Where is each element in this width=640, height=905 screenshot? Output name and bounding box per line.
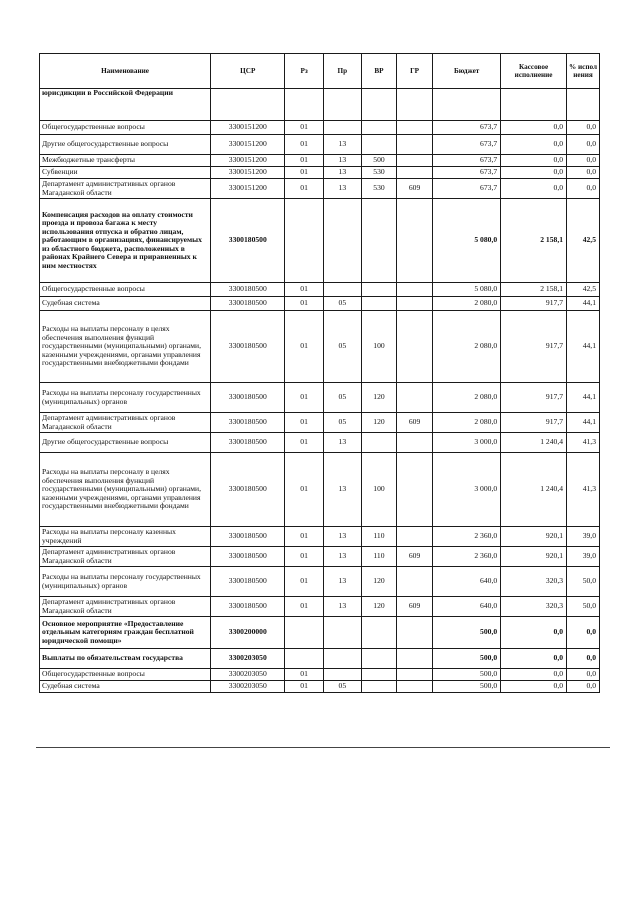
cell-rz: 01 <box>285 155 323 167</box>
table-row <box>40 179 600 199</box>
cell-name: Другие общегосударственные вопросы <box>40 433 211 453</box>
table-row <box>40 383 600 413</box>
header-rz: Рз <box>285 54 323 89</box>
cell-pr: 13 <box>323 547 361 567</box>
cell-pr: 05 <box>323 311 361 383</box>
cell-execution-percent: 39,0 <box>567 547 600 567</box>
cell-gr: 609 <box>397 413 433 433</box>
cell-rz <box>285 617 323 649</box>
cell-rz: 01 <box>285 135 323 155</box>
table-row <box>40 597 600 617</box>
cell-csr: 3300180500 <box>211 597 285 617</box>
cell-execution-percent: 42,5 <box>567 283 600 297</box>
cell-name: Расходы на выплаты персоналу государственных (муниципальных) органов <box>40 383 211 413</box>
cell-budget: 2 080,0 <box>433 297 501 311</box>
cell-cash-execution: 0,0 <box>501 167 567 179</box>
cell-pr: 13 <box>323 167 361 179</box>
cell-cash-execution: 0,0 <box>501 649 567 669</box>
cell-budget: 673,7 <box>433 121 501 135</box>
cell-cash-execution: 320,3 <box>501 567 567 597</box>
cell-csr: 3300200000 <box>211 617 285 649</box>
cell-name: Расходы на выплаты персоналу в целях обеспечения выполнения функций государственными (муниципальными) органами, казенными учреждениями, органами управления государственными внебюджетными фондами <box>40 453 211 527</box>
cell-gr <box>397 649 433 669</box>
cell-pr: 13 <box>323 433 361 453</box>
cell-pr: 05 <box>323 681 361 693</box>
cell-csr: 3300180500 <box>211 283 285 297</box>
cell-rz: 01 <box>285 597 323 617</box>
cell-rz: 01 <box>285 297 323 311</box>
cell-cash-execution: 917,7 <box>501 413 567 433</box>
cell-csr: 3300151200 <box>211 155 285 167</box>
cell-gr <box>397 121 433 135</box>
cell-execution-percent: 0,0 <box>567 135 600 155</box>
budget-execution-table <box>39 53 600 693</box>
cell-csr: 3300151200 <box>211 135 285 155</box>
cell-budget: 5 080,0 <box>433 199 501 283</box>
cell-gr <box>397 199 433 283</box>
cell-vr <box>361 199 396 283</box>
cell-vr: 100 <box>361 311 396 383</box>
cell-name: Судебная система <box>40 297 211 311</box>
cell-gr <box>397 681 433 693</box>
table-row <box>40 547 600 567</box>
header-budget: Бюджет <box>433 54 501 89</box>
cell-rz: 01 <box>285 669 323 681</box>
cell-vr <box>361 617 396 649</box>
cell-budget: 500,0 <box>433 669 501 681</box>
cell-budget: 673,7 <box>433 167 501 179</box>
cell-gr <box>397 297 433 311</box>
table-row <box>40 199 600 283</box>
cell-execution-percent: 50,0 <box>567 597 600 617</box>
cell-name: Компенсация расходов на оплату стоимости проезда и провоза багажа к месту использования отпуска и обратно лицам, работающим в организациях, финансируемых из областного бюджета, расположенных в районах Крайнего Севера и приравненных к ним местностях <box>40 199 211 283</box>
table-row <box>40 413 600 433</box>
cell-execution-percent: 42,5 <box>567 199 600 283</box>
cell-cash-execution: 920,1 <box>501 547 567 567</box>
cell-pr <box>323 283 361 297</box>
cell-pr: 13 <box>323 527 361 547</box>
cell-pr <box>323 617 361 649</box>
table-row <box>40 155 600 167</box>
header-cash-execution: Кассовое исполнение <box>501 54 567 89</box>
cell-rz: 01 <box>285 167 323 179</box>
table-row <box>40 121 600 135</box>
cell-cash-execution: 0,0 <box>501 669 567 681</box>
header-pr: Пр <box>323 54 361 89</box>
cell-cash-execution: 2 158,1 <box>501 283 567 297</box>
cell-execution-percent: 44,1 <box>567 311 600 383</box>
cell-vr <box>361 135 396 155</box>
cell-csr: 3300203050 <box>211 681 285 693</box>
cell-budget: 5 080,0 <box>433 283 501 297</box>
cell-budget: 500,0 <box>433 617 501 649</box>
cell-budget: 500,0 <box>433 649 501 669</box>
cell-vr: 120 <box>361 567 396 597</box>
cell-name: Расходы на выплаты персоналу казенных учреждений <box>40 527 211 547</box>
cell-cash-execution: 0,0 <box>501 135 567 155</box>
cell-name: Судебная система <box>40 681 211 693</box>
cell-csr: 3300180500 <box>211 527 285 547</box>
cell-pr: 05 <box>323 383 361 413</box>
cell-vr: 100 <box>361 453 396 527</box>
cell-vr: 120 <box>361 383 396 413</box>
cell-gr <box>397 433 433 453</box>
cell-rz: 01 <box>285 283 323 297</box>
cell-budget: 3 000,0 <box>433 453 501 527</box>
cell-cash-execution: 0,0 <box>501 155 567 167</box>
cell-gr <box>397 155 433 167</box>
cell-gr <box>397 567 433 597</box>
cell-budget: 640,0 <box>433 567 501 597</box>
cell-cash-execution: 0,0 <box>501 681 567 693</box>
cell-name: Субвенции <box>40 167 211 179</box>
header-vr: ВР <box>361 54 396 89</box>
table-row <box>40 311 600 383</box>
cell-budget: 2 360,0 <box>433 547 501 567</box>
cell-csr: 3300151200 <box>211 179 285 199</box>
cell-execution-percent: 0,0 <box>567 167 600 179</box>
cell-pr <box>323 649 361 669</box>
cell-rz: 01 <box>285 433 323 453</box>
cell-pr: 05 <box>323 297 361 311</box>
cell-rz: 01 <box>285 121 323 135</box>
cell-rz <box>285 89 323 121</box>
cell-execution-percent: 44,1 <box>567 413 600 433</box>
cell-name: Другие общегосударственные вопросы <box>40 135 211 155</box>
cell-vr: 530 <box>361 167 396 179</box>
cell-pr: 13 <box>323 453 361 527</box>
cell-gr <box>397 135 433 155</box>
cell-cash-execution: 920,1 <box>501 527 567 547</box>
cell-vr <box>361 649 396 669</box>
cell-pr <box>323 199 361 283</box>
cell-gr <box>397 527 433 547</box>
cell-rz: 01 <box>285 311 323 383</box>
cell-pr: 05 <box>323 413 361 433</box>
table-row <box>40 617 600 649</box>
table-row <box>40 135 600 155</box>
table-row <box>40 649 600 669</box>
cell-name: Расходы на выплаты персоналу в целях обеспечения выполнения функций государственными (муниципальными) органами, казенными учреждениями, органами управления государственными внебюджетными фондами <box>40 311 211 383</box>
cell-cash-execution: 1 240,4 <box>501 453 567 527</box>
cell-rz: 01 <box>285 681 323 693</box>
cell-pr: 13 <box>323 135 361 155</box>
cell-execution-percent: 0,0 <box>567 649 600 669</box>
cell-gr: 609 <box>397 179 433 199</box>
cell-name: Департамент административных органов Магаданской области <box>40 597 211 617</box>
cell-rz: 01 <box>285 527 323 547</box>
cell-name: Выплаты по обязательствам государства <box>40 649 211 669</box>
cell-vr: 120 <box>361 597 396 617</box>
cell-budget: 2 080,0 <box>433 383 501 413</box>
cell-vr: 120 <box>361 413 396 433</box>
cell-csr: 3300151200 <box>211 167 285 179</box>
cell-budget: 673,7 <box>433 179 501 199</box>
cell-csr: 3300180500 <box>211 547 285 567</box>
cell-cash-execution: 1 240,4 <box>501 433 567 453</box>
cell-vr <box>361 283 396 297</box>
cell-csr: 3300180500 <box>211 311 285 383</box>
cell-execution-percent: 39,0 <box>567 527 600 547</box>
cell-pr <box>323 121 361 135</box>
cell-execution-percent: 41,3 <box>567 433 600 453</box>
cell-gr <box>397 617 433 649</box>
cell-budget: 3 000,0 <box>433 433 501 453</box>
cell-pr <box>323 669 361 681</box>
table-row <box>40 433 600 453</box>
cell-vr: 110 <box>361 547 396 567</box>
cell-pr: 13 <box>323 597 361 617</box>
table-row <box>40 167 600 179</box>
cell-execution-percent: 50,0 <box>567 567 600 597</box>
cell-csr: 3300203050 <box>211 649 285 669</box>
header-execution-percent: % испол нения <box>567 54 600 89</box>
cell-csr: 3300180500 <box>211 297 285 311</box>
cell-execution-percent: 44,1 <box>567 297 600 311</box>
cell-budget: 673,7 <box>433 135 501 155</box>
cell-gr <box>397 167 433 179</box>
cell-name: Общегосударственные вопросы <box>40 669 211 681</box>
cell-vr <box>361 681 396 693</box>
cell-vr <box>361 89 396 121</box>
table-row <box>40 669 600 681</box>
cell-rz: 01 <box>285 453 323 527</box>
cell-gr <box>397 669 433 681</box>
cell-csr: 3300180500 <box>211 413 285 433</box>
cell-cash-execution: 917,7 <box>501 297 567 311</box>
cell-name: Департамент административных органов Магаданской области <box>40 179 211 199</box>
cell-name: Основное мероприятие «Предоставление отдельным категориям граждан бесплатной юридической помощи» <box>40 617 211 649</box>
cell-name: Межбюджетные трансферты <box>40 155 211 167</box>
cell-rz: 01 <box>285 383 323 413</box>
cell-gr <box>397 311 433 383</box>
cell-execution-percent <box>567 89 600 121</box>
cell-cash-execution <box>501 89 567 121</box>
header-name: Наименование <box>40 54 211 89</box>
table-row <box>40 567 600 597</box>
cell-csr: 3300180500 <box>211 567 285 597</box>
cell-csr <box>211 89 285 121</box>
cell-name: Расходы на выплаты персоналу государственных (муниципальных) органов <box>40 567 211 597</box>
cell-cash-execution: 2 158,1 <box>501 199 567 283</box>
cell-vr: 530 <box>361 179 396 199</box>
cell-execution-percent: 44,1 <box>567 383 600 413</box>
cell-execution-percent: 0,0 <box>567 617 600 649</box>
cell-csr: 3300151200 <box>211 121 285 135</box>
cell-gr <box>397 89 433 121</box>
cell-pr: 13 <box>323 179 361 199</box>
cell-cash-execution: 917,7 <box>501 383 567 413</box>
cell-csr: 3300180500 <box>211 383 285 413</box>
cell-execution-percent: 0,0 <box>567 155 600 167</box>
cell-rz: 01 <box>285 567 323 597</box>
cell-vr <box>361 121 396 135</box>
cell-execution-percent: 0,0 <box>567 121 600 135</box>
cell-cash-execution: 320,3 <box>501 597 567 617</box>
cell-pr <box>323 89 361 121</box>
table-row <box>40 527 600 547</box>
cell-budget: 2 360,0 <box>433 527 501 547</box>
table-body <box>40 89 600 693</box>
cell-gr <box>397 283 433 297</box>
table-row <box>40 681 600 693</box>
cell-name: Департамент административных органов Магаданской области <box>40 547 211 567</box>
cell-execution-percent: 0,0 <box>567 179 600 199</box>
cell-csr: 3300180500 <box>211 453 285 527</box>
cell-gr <box>397 453 433 527</box>
cell-vr: 500 <box>361 155 396 167</box>
cell-budget: 500,0 <box>433 681 501 693</box>
cell-budget: 640,0 <box>433 597 501 617</box>
cell-vr <box>361 297 396 311</box>
header-gr: ГР <box>397 54 433 89</box>
table-header-row <box>40 54 600 89</box>
cell-rz <box>285 649 323 669</box>
cell-budget: 673,7 <box>433 155 501 167</box>
cell-name: Общегосударственные вопросы <box>40 121 211 135</box>
cell-execution-percent: 0,0 <box>567 681 600 693</box>
cell-csr: 3300203050 <box>211 669 285 681</box>
cell-cash-execution: 0,0 <box>501 121 567 135</box>
cell-name: Департамент административных органов Магаданской области <box>40 413 211 433</box>
cell-name: Общегосударственные вопросы <box>40 283 211 297</box>
cell-gr: 609 <box>397 597 433 617</box>
page-bottom-rule <box>36 747 610 748</box>
cell-vr: 110 <box>361 527 396 547</box>
cell-gr <box>397 383 433 413</box>
cell-pr: 13 <box>323 155 361 167</box>
table-row <box>40 453 600 527</box>
table-row <box>40 283 600 297</box>
cell-budget <box>433 89 501 121</box>
cell-vr <box>361 669 396 681</box>
cell-cash-execution: 917,7 <box>501 311 567 383</box>
table-row <box>40 297 600 311</box>
cell-cash-execution: 0,0 <box>501 617 567 649</box>
cell-execution-percent: 41,3 <box>567 453 600 527</box>
cell-pr: 13 <box>323 567 361 597</box>
header-csr: ЦСР <box>211 54 285 89</box>
cell-rz: 01 <box>285 547 323 567</box>
cell-rz: 01 <box>285 413 323 433</box>
table-row <box>40 89 600 121</box>
cell-csr: 3300180500 <box>211 199 285 283</box>
cell-cash-execution: 0,0 <box>501 179 567 199</box>
cell-vr <box>361 433 396 453</box>
cell-name: юрисдикции в Российской Федерации <box>40 89 211 121</box>
cell-csr: 3300180500 <box>211 433 285 453</box>
cell-rz: 01 <box>285 179 323 199</box>
cell-budget: 2 080,0 <box>433 413 501 433</box>
cell-rz <box>285 199 323 283</box>
cell-gr: 609 <box>397 547 433 567</box>
cell-budget: 2 080,0 <box>433 311 501 383</box>
cell-execution-percent: 0,0 <box>567 669 600 681</box>
